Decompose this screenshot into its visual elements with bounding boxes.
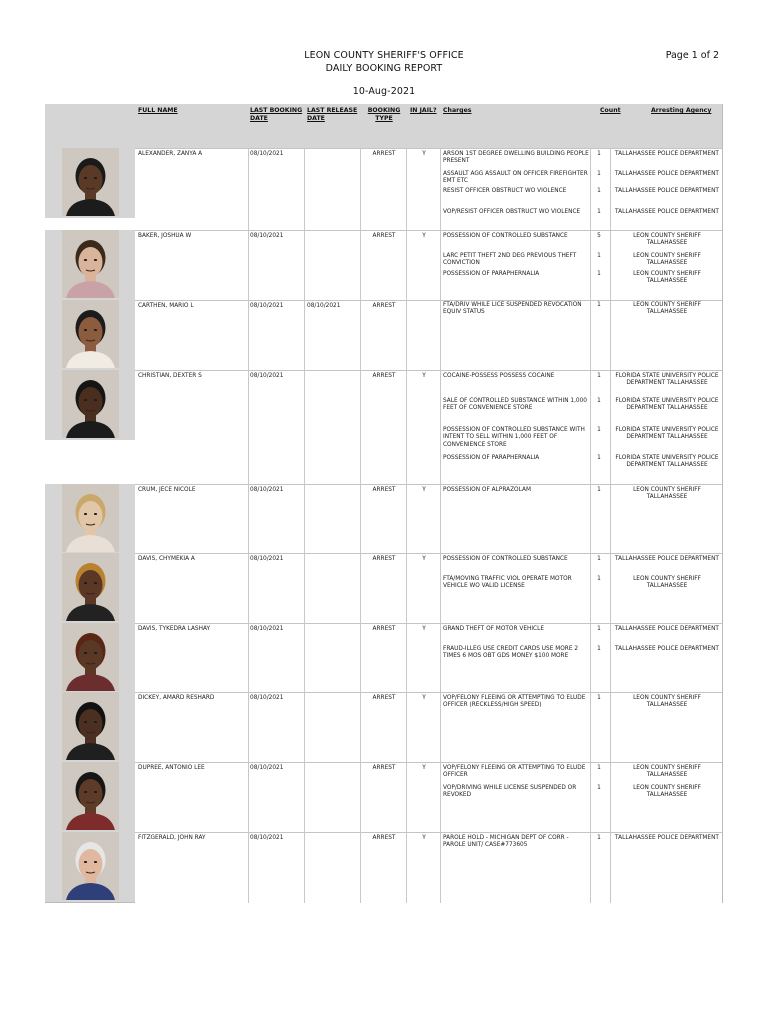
- booking-type: ARREST: [372, 556, 396, 562]
- column-divider: [304, 231, 305, 301]
- column-divider: [248, 149, 249, 231]
- column-divider: [248, 485, 249, 554]
- inmate-name: BAKER, JOSHUA W: [138, 233, 192, 239]
- inmate-name: CHRISTIAN, DEXTER S: [138, 373, 202, 379]
- column-divider: [406, 693, 407, 763]
- charge-count: 1: [597, 576, 601, 582]
- column-divider: [248, 301, 249, 371]
- page-number: Page 1 of 2: [665, 50, 719, 61]
- booking-photo: [62, 553, 119, 621]
- charge-text: FRAUD-ILLEG USE CREDIT CARDS USE MORE 2 TIMES 6 MOS OBT GDS MONEY $100 MORE: [443, 646, 579, 660]
- person-silhouette-icon: [62, 692, 119, 760]
- booking-type: ARREST: [372, 765, 396, 771]
- charge-count: 1: [597, 487, 601, 493]
- column-divider: [406, 833, 407, 903]
- column-divider: [360, 833, 361, 903]
- booking-date: 08/10/2021: [250, 626, 284, 632]
- col-full-name: FULL NAME: [138, 107, 178, 114]
- col-booking-type-line2: TYPE: [375, 115, 393, 122]
- office-title: LEON COUNTY SHERIFF'S OFFICE: [304, 50, 464, 61]
- release-date: 08/10/2021: [307, 303, 341, 309]
- column-divider: [304, 371, 305, 485]
- col-last-release-line1: LAST RELEASE: [307, 107, 358, 114]
- in-jail-flag: Y: [422, 695, 426, 701]
- arresting-agency: LEON COUNTY SHERIFF TALLAHASSEE: [633, 695, 701, 709]
- table-row: [135, 370, 722, 485]
- column-divider: [248, 624, 249, 693]
- charge-text: POSSESSION OF ALPRAZOLAM: [443, 487, 531, 493]
- in-jail-flag: Y: [422, 556, 426, 562]
- charge-count: 1: [597, 151, 601, 157]
- table-row: [135, 762, 722, 833]
- arresting-agency: FLORIDA STATE UNIVERSITY POLICE DEPARTMENT TALLAHASSEE: [615, 427, 719, 441]
- booking-photo: [62, 623, 119, 691]
- charge-count: 1: [597, 188, 601, 194]
- in-jail-flag: Y: [422, 151, 426, 157]
- col-count: Count: [600, 107, 621, 114]
- table-row: [135, 300, 722, 371]
- booking-photo: [62, 300, 119, 368]
- person-silhouette-icon: [62, 623, 119, 691]
- column-divider: [406, 371, 407, 485]
- column-divider: [610, 231, 611, 301]
- charge-text: POSSESSION OF CONTROLLED SUBSTANCE WITH INTENT TO SELL WITHIN 1,000 FEET OF CONVENIENCE STORE: [443, 427, 585, 448]
- column-divider: [360, 371, 361, 485]
- column-divider: [248, 693, 249, 763]
- col-last-booking: [250, 107, 302, 123]
- arresting-agency: LEON COUNTY SHERIFF TALLAHASSEE: [633, 302, 701, 316]
- column-divider: [610, 371, 611, 485]
- column-divider: [248, 371, 249, 485]
- person-silhouette-icon: [62, 762, 119, 830]
- charge-count: 1: [597, 556, 601, 562]
- charge-text: POSSESSION OF PARAPHERNALIA: [443, 455, 540, 461]
- column-divider: [304, 485, 305, 554]
- table-row: [135, 230, 722, 301]
- charge-text: RESIST OFFICER OBSTRUCT WO VIOLENCE: [443, 188, 567, 194]
- charge-count: 1: [597, 398, 601, 404]
- charge-count: 1: [597, 427, 601, 433]
- charge-text: VOP/FELONY FLEEING OR ATTEMPTING TO ELUDE OFFICER: [443, 765, 586, 779]
- column-divider: [248, 833, 249, 903]
- arresting-agency: LEON COUNTY SHERIFF TALLAHASSEE: [633, 785, 701, 799]
- column-divider: [304, 554, 305, 624]
- column-divider: [610, 833, 611, 903]
- charge-count: 1: [597, 835, 601, 841]
- column-divider: [304, 624, 305, 693]
- booking-photo: [62, 370, 119, 438]
- column-divider: [610, 485, 611, 554]
- inmate-name: CARTHEN, MARIO L: [138, 303, 194, 309]
- arresting-agency: TALLAHASSEE POLICE DEPARTMENT: [615, 151, 719, 157]
- col-last-release-line2: DATE: [307, 115, 325, 122]
- column-divider: [440, 485, 441, 554]
- table-row: [135, 832, 722, 903]
- arresting-agency: TALLAHASSEE POLICE DEPARTMENT: [615, 209, 719, 215]
- charge-count: 1: [597, 626, 601, 632]
- booking-date: 08/10/2021: [250, 373, 284, 379]
- column-divider: [360, 554, 361, 624]
- booking-photo: [62, 692, 119, 760]
- booking-date: 08/10/2021: [250, 233, 284, 239]
- column-divider: [440, 624, 441, 693]
- arresting-agency: LEON COUNTY SHERIFF TALLAHASSEE: [633, 253, 701, 267]
- charge-count: 1: [597, 455, 601, 461]
- charge-text: VOP/RESIST OFFICER OBSTRUCT WO VIOLENCE: [443, 209, 581, 215]
- booking-date: 08/10/2021: [250, 487, 284, 493]
- column-divider: [610, 693, 611, 763]
- booking-type: ARREST: [372, 233, 396, 239]
- charge-count: 1: [597, 171, 601, 177]
- column-divider: [610, 301, 611, 371]
- booking-type: ARREST: [372, 626, 396, 632]
- in-jail-flag: Y: [422, 487, 426, 493]
- booking-date: 08/10/2021: [250, 151, 284, 157]
- column-divider: [440, 833, 441, 903]
- booking-photo: [62, 832, 119, 900]
- column-divider: [360, 231, 361, 301]
- charge-text: ARSON 1ST DEGREE DWELLING BUILDING PEOPLE PRESENT: [443, 151, 589, 165]
- table-row: [135, 484, 722, 554]
- charge-text: POSSESSION OF CONTROLLED SUBSTANCE: [443, 233, 568, 239]
- booking-type: ARREST: [372, 151, 396, 157]
- booking-type: ARREST: [372, 835, 396, 841]
- charge-text: FTA/MOVING TRAFFIC VIOL OPERATE MOTOR VEHICLE WO VALID LICENSE: [443, 576, 572, 590]
- in-jail-flag: Y: [422, 835, 426, 841]
- arresting-agency: FLORIDA STATE UNIVERSITY POLICE DEPARTMENT TALLAHASSEE: [615, 455, 719, 469]
- column-divider: [440, 371, 441, 485]
- column-divider: [304, 149, 305, 231]
- charge-text: VOP/DRIVING WHILE LICENSE SUSPENDED OR REVOKED: [443, 785, 577, 799]
- charge-text: FTA/DRIV WHILE LICE SUSPENDED REVOCATION EQUIV STATUS: [443, 302, 582, 316]
- col-last-release: [307, 107, 357, 123]
- column-divider: [406, 149, 407, 231]
- column-divider: [610, 624, 611, 693]
- report-title: DAILY BOOKING REPORT: [325, 63, 443, 74]
- column-divider: [610, 763, 611, 833]
- arresting-agency: FLORIDA STATE UNIVERSITY POLICE DEPARTMENT TALLAHASSEE: [615, 398, 719, 412]
- column-divider: [360, 485, 361, 554]
- charge-count: 1: [597, 785, 601, 791]
- column-divider: [304, 833, 305, 903]
- arresting-agency: TALLAHASSEE POLICE DEPARTMENT: [615, 171, 719, 177]
- booking-type: ARREST: [372, 303, 396, 309]
- charge-count: 1: [597, 253, 601, 259]
- column-divider: [248, 554, 249, 624]
- person-silhouette-icon: [62, 148, 119, 216]
- person-silhouette-icon: [62, 370, 119, 438]
- arresting-agency: LEON COUNTY SHERIFF TALLAHASSEE: [633, 487, 701, 501]
- col-booking-type-line1: BOOKING: [367, 107, 401, 114]
- column-divider: [406, 485, 407, 554]
- inmate-name: DICKEY, AMARD RESHARD: [138, 695, 215, 701]
- col-in-jail: IN JAIL?: [410, 107, 437, 114]
- charge-text: ASSAULT AGG ASSAULT ON OFFICER FIREFIGHTER EMT ETC: [443, 171, 588, 185]
- booking-date: 08/10/2021: [250, 765, 284, 771]
- column-divider: [360, 149, 361, 231]
- in-jail-flag: Y: [422, 373, 426, 379]
- inmate-name: DUPREE, ANTONIO LEE: [138, 765, 205, 771]
- inmate-name: ALEXANDER, ZANYA A: [138, 151, 203, 157]
- charge-text: LARC PETIT THEFT 2ND DEG PREVIOUS THEFT CONVICTION: [443, 253, 577, 267]
- photo-gap: [45, 440, 135, 484]
- in-jail-flag: Y: [422, 233, 426, 239]
- charge-text: POSSESSION OF CONTROLLED SUBSTANCE: [443, 556, 568, 562]
- col-charges: Charges: [443, 107, 472, 114]
- inmate-name: CRUM, JECE NICOLE: [138, 487, 196, 493]
- col-arresting-agency: Arresting Agency: [651, 107, 712, 114]
- booking-type: ARREST: [372, 487, 396, 493]
- person-silhouette-icon: [62, 300, 119, 368]
- column-divider: [610, 149, 611, 231]
- booking-photo: [62, 230, 119, 298]
- arresting-agency: TALLAHASSEE POLICE DEPARTMENT: [615, 646, 719, 652]
- arresting-agency: LEON COUNTY SHERIFF TALLAHASSEE: [633, 576, 701, 590]
- column-divider: [360, 693, 361, 763]
- in-jail-flag: Y: [422, 626, 426, 632]
- booking-type: ARREST: [372, 373, 396, 379]
- column-divider: [610, 554, 611, 624]
- inmate-name: DAVIS, TYKEDRA LASHAY: [138, 626, 211, 632]
- booking-type: ARREST: [372, 695, 396, 701]
- column-divider: [406, 301, 407, 371]
- booking-date: 08/10/2021: [250, 556, 284, 562]
- column-divider: [248, 763, 249, 833]
- arresting-agency: LEON COUNTY SHERIFF TALLAHASSEE: [633, 765, 701, 779]
- column-divider: [304, 301, 305, 371]
- charge-count: 1: [597, 765, 601, 771]
- column-divider: [406, 624, 407, 693]
- charge-count: 1: [597, 695, 601, 701]
- person-silhouette-icon: [62, 230, 119, 298]
- charge-count: 1: [597, 646, 601, 652]
- arresting-agency: LEON COUNTY SHERIFF TALLAHASSEE: [633, 233, 701, 247]
- booking-date: 08/10/2021: [250, 695, 284, 701]
- charge-text: VOP/FELONY FLEEING OR ATTEMPTING TO ELUDE OFFICER (RECKLESS/HIGH SPEED): [443, 695, 586, 709]
- person-silhouette-icon: [62, 553, 119, 621]
- arresting-agency: TALLAHASSEE POLICE DEPARTMENT: [615, 188, 719, 194]
- column-divider: [248, 231, 249, 301]
- column-divider: [440, 301, 441, 371]
- column-divider: [406, 763, 407, 833]
- arresting-agency: TALLAHASSEE POLICE DEPARTMENT: [615, 835, 719, 841]
- inmate-name: DAVIS, CHYMEKIA A: [138, 556, 195, 562]
- booking-photo: [62, 148, 119, 216]
- charge-count: 5: [597, 233, 601, 239]
- charge-text: PAROLE HOLD - MICHIGAN DEPT OF CORR - PAROLE UNIT/ CASE#773605: [443, 835, 569, 849]
- table-row: [135, 623, 722, 693]
- column-divider: [440, 693, 441, 763]
- report-date: 10-Aug-2021: [352, 86, 416, 97]
- column-divider: [440, 231, 441, 301]
- in-jail-flag: Y: [422, 765, 426, 771]
- arresting-agency: TALLAHASSEE POLICE DEPARTMENT: [615, 626, 719, 632]
- column-divider: [440, 763, 441, 833]
- photo-gap: [45, 218, 135, 230]
- column-divider: [360, 624, 361, 693]
- column-divider: [406, 231, 407, 301]
- charge-text: COCAINE-POSSESS POSSESS COCAINE: [443, 373, 555, 379]
- col-booking-type: [367, 107, 401, 123]
- table-row: [135, 553, 722, 624]
- booking-date: 08/10/2021: [250, 303, 284, 309]
- column-divider: [406, 554, 407, 624]
- arresting-agency: LEON COUNTY SHERIFF TALLAHASSEE: [633, 271, 701, 285]
- inmate-name: FITZGERALD, JOHN RAY: [138, 835, 206, 841]
- column-divider: [440, 149, 441, 231]
- booking-photo: [62, 762, 119, 830]
- column-divider: [304, 693, 305, 763]
- booking-date: 08/10/2021: [250, 835, 284, 841]
- table-row: [135, 148, 722, 231]
- charge-count: 1: [597, 373, 601, 379]
- charge-count: 1: [597, 302, 601, 308]
- column-divider: [304, 763, 305, 833]
- column-divider: [360, 301, 361, 371]
- charge-text: SALE OF CONTROLLED SUBSTANCE WITHIN 1,000 FEET OF CONVENIENCE STORE: [443, 398, 587, 412]
- charge-count: 1: [597, 209, 601, 215]
- charge-count: 1: [597, 271, 601, 277]
- arresting-agency: TALLAHASSEE POLICE DEPARTMENT: [615, 556, 719, 562]
- col-last-booking-line1: LAST BOOKING: [250, 107, 303, 114]
- arresting-agency: FLORIDA STATE UNIVERSITY POLICE DEPARTMENT TALLAHASSEE: [615, 373, 719, 387]
- booking-photo: [62, 484, 119, 552]
- column-divider: [360, 763, 361, 833]
- person-silhouette-icon: [62, 484, 119, 552]
- col-last-booking-line2: DATE: [250, 115, 268, 122]
- table-row: [135, 692, 722, 763]
- charge-text: GRAND THEFT OF MOTOR VEHICLE: [443, 626, 544, 632]
- charge-text: POSSESSION OF PARAPHERNALIA: [443, 271, 540, 277]
- column-divider: [590, 485, 591, 554]
- column-divider: [440, 554, 441, 624]
- person-silhouette-icon: [62, 832, 119, 900]
